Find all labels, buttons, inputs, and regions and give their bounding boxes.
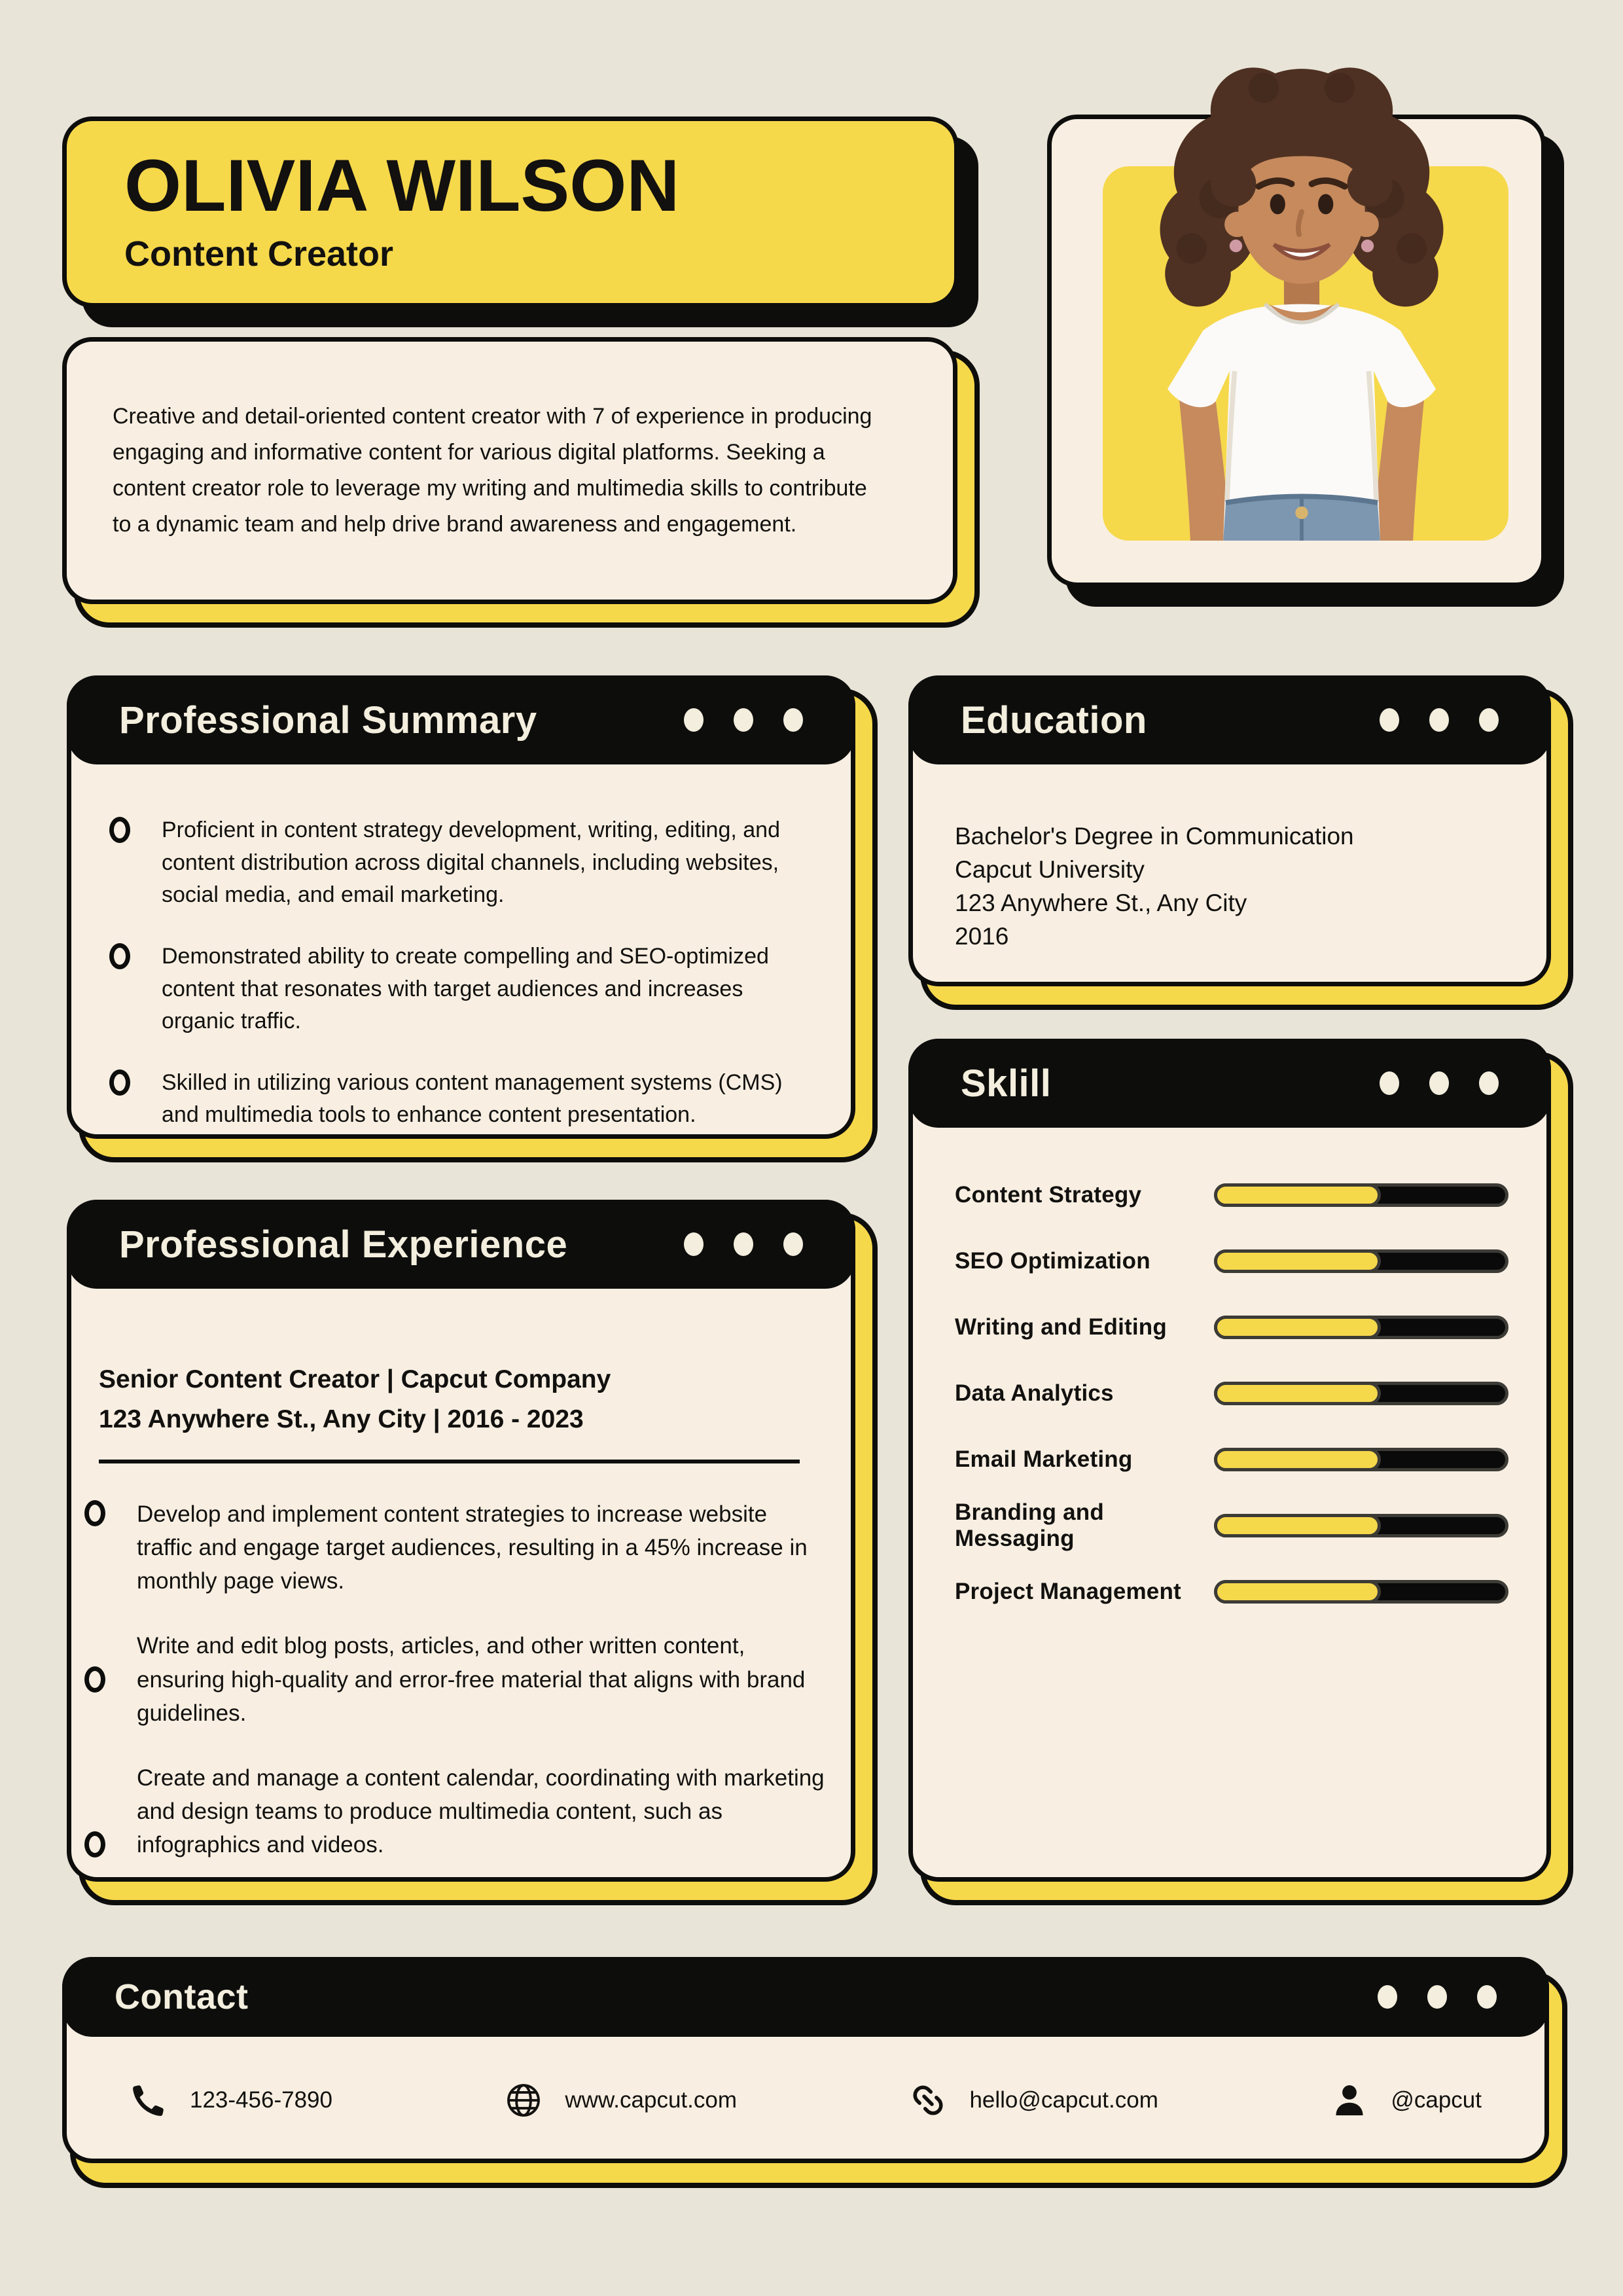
photo-card [1047, 115, 1546, 587]
skill-label: Email Marketing [955, 1446, 1133, 1472]
skill-bar [1214, 1448, 1508, 1471]
window-dot-icon [734, 1232, 753, 1256]
contact-text: hello@capcut.com [969, 2087, 1158, 2113]
list-item [109, 1067, 808, 1132]
person-icon [1330, 2081, 1368, 2119]
skill-bar-fill [1214, 1183, 1381, 1207]
window-dot-icon [1429, 708, 1449, 732]
bullet-text: Create and manage a content calendar, coordinating with marketing and design teams to produce multimedia content, such as infographics and videos. [137, 1765, 825, 1857]
window-dot-icon [1380, 708, 1399, 732]
bullet-text: Write and edit blog posts, articles, and other written content, ensuring high-quality and error-free material that aligns with brand guidelines. [137, 1633, 806, 1726]
skill-bar-fill [1214, 1448, 1381, 1471]
bullet-text: Proficient in content strategy development, writing, editing, and content distribution across digital channels, including websites, social media, and email marketing. [162, 817, 780, 908]
circle-bullet-icon [109, 817, 130, 843]
contact-text: @capcut [1391, 2087, 1482, 2113]
window-dot-icon [1427, 1985, 1447, 2009]
education-line: 2016 [955, 923, 1009, 950]
contact-item-phone [130, 2081, 332, 2119]
contact-body [67, 2037, 1544, 2163]
section-title: Sklill [961, 1062, 1052, 1105]
skill-bar [1214, 1249, 1508, 1273]
summary-list [71, 764, 851, 1132]
window-dot-icon [684, 708, 704, 732]
header-card [62, 117, 959, 308]
summary-window-bar [67, 675, 855, 764]
skill-label: SEO Optimization [955, 1247, 1150, 1274]
window-dots-icon [1378, 1985, 1497, 2009]
education-line: 123 Anywhere St., Any City [955, 889, 1247, 916]
circle-bullet-icon [109, 1069, 130, 1096]
skill-row [955, 1360, 1508, 1426]
experience-window-bar [67, 1200, 855, 1289]
circle-bullet-icon [109, 943, 130, 969]
window-dots-icon [684, 1232, 803, 1256]
skill-bar-fill [1214, 1249, 1381, 1273]
phone-icon [130, 2081, 168, 2119]
list-item [109, 814, 808, 912]
education-window-bar [908, 675, 1551, 764]
education-line: Capcut University [955, 856, 1145, 883]
circle-bullet-icon [84, 1666, 105, 1693]
section-title: Professional Experience [119, 1223, 568, 1266]
window-dot-icon [783, 1232, 803, 1256]
skill-row [955, 1294, 1508, 1360]
window-dot-icon [1378, 1985, 1397, 2009]
window-dot-icon [783, 708, 803, 732]
skill-bar [1214, 1316, 1508, 1339]
skill-label: Project Management [955, 1578, 1181, 1604]
skill-label: Data Analytics [955, 1380, 1114, 1406]
skill-bar-fill [1214, 1514, 1381, 1537]
skill-label: Content Strategy [955, 1181, 1142, 1208]
skill-row [955, 1492, 1508, 1558]
skill-row [955, 1558, 1508, 1624]
skill-bar-fill [1214, 1382, 1381, 1405]
list-item [84, 1498, 825, 1598]
window-dot-icon [1477, 1985, 1497, 2009]
skills-card [908, 1039, 1551, 1882]
list-item [84, 1629, 825, 1729]
window-dots-icon [1380, 1071, 1499, 1095]
skill-bar [1214, 1382, 1508, 1405]
skills-window-bar [908, 1039, 1551, 1128]
globe-icon [505, 2081, 543, 2119]
circle-bullet-icon [84, 1831, 105, 1857]
section-title: Education [961, 698, 1147, 742]
contact-text: 123-456-7890 [190, 2087, 332, 2113]
intro-card [62, 337, 957, 604]
window-dot-icon [684, 1232, 704, 1256]
section-title: Professional Summary [119, 698, 537, 742]
job-title: Senior Content Creator | Capcut Company [99, 1365, 611, 1393]
skill-bar [1214, 1183, 1508, 1207]
section-title: Contact [115, 1977, 249, 2017]
skill-bar-fill [1214, 1316, 1381, 1339]
contact-item-social [1330, 2081, 1482, 2119]
window-dot-icon [1429, 1071, 1449, 1095]
skill-label: Writing and Editing [955, 1314, 1167, 1340]
window-dots-icon [1380, 708, 1499, 732]
window-dot-icon [1479, 1071, 1499, 1095]
skill-bar [1214, 1580, 1508, 1604]
bullet-text: Demonstrated ability to create compelling and SEO-optimized content that resonates with target audiences and increases organic traffic. [162, 943, 769, 1034]
skill-row [955, 1162, 1508, 1228]
skill-bar-fill [1214, 1580, 1381, 1604]
skill-label: Branding and Messaging [955, 1499, 1104, 1551]
contact-item-website [505, 2081, 737, 2119]
skill-bar [1214, 1514, 1508, 1537]
skills-body [913, 1128, 1546, 1624]
list-item [84, 1761, 825, 1861]
job-meta: 123 Anywhere St., Any City | 2016 - 2023 [99, 1405, 584, 1433]
skill-row [955, 1426, 1508, 1492]
experience-card [67, 1200, 855, 1882]
summary-card [67, 675, 855, 1139]
contact-window-bar [62, 1957, 1549, 2037]
experience-body [71, 1289, 851, 1463]
window-dots-icon [684, 708, 803, 732]
skill-row [955, 1228, 1508, 1294]
list-item [109, 941, 808, 1038]
intro-text: Creative and detail-oriented content creator with 7 of experience in producing engaging and informative content for various digital platforms. Seeking a content creator role to leverage my writing and multimedia skills to contribute to a dynamic team and help drive brand awareness and engagement. [113, 403, 872, 537]
window-dot-icon [1380, 1071, 1399, 1095]
contact-item-email [909, 2081, 1158, 2119]
experience-list [71, 1463, 851, 1861]
education-card [908, 675, 1551, 986]
circle-bullet-icon [84, 1500, 105, 1526]
bullet-text: Develop and implement content strategies to increase website traffic and engage target audiences, resulting in a 45% increase in monthly page views. [137, 1501, 808, 1594]
role-subtitle: Content Creator [124, 234, 394, 274]
portrait-photo [1112, 52, 1491, 541]
bullet-text: Skilled in utilizing various content management systems (CMS) and multimedia tools to enhance content presentation. [162, 1069, 783, 1128]
window-dot-icon [734, 708, 753, 732]
link-icon [909, 2081, 947, 2119]
window-dot-icon [1479, 708, 1499, 732]
contact-text: www.capcut.com [565, 2087, 737, 2113]
page-title: OLIVIA WILSON [124, 145, 680, 226]
contact-card [62, 1957, 1549, 2163]
education-body [913, 764, 1546, 953]
education-line: Bachelor's Degree in Communication [955, 823, 1354, 850]
